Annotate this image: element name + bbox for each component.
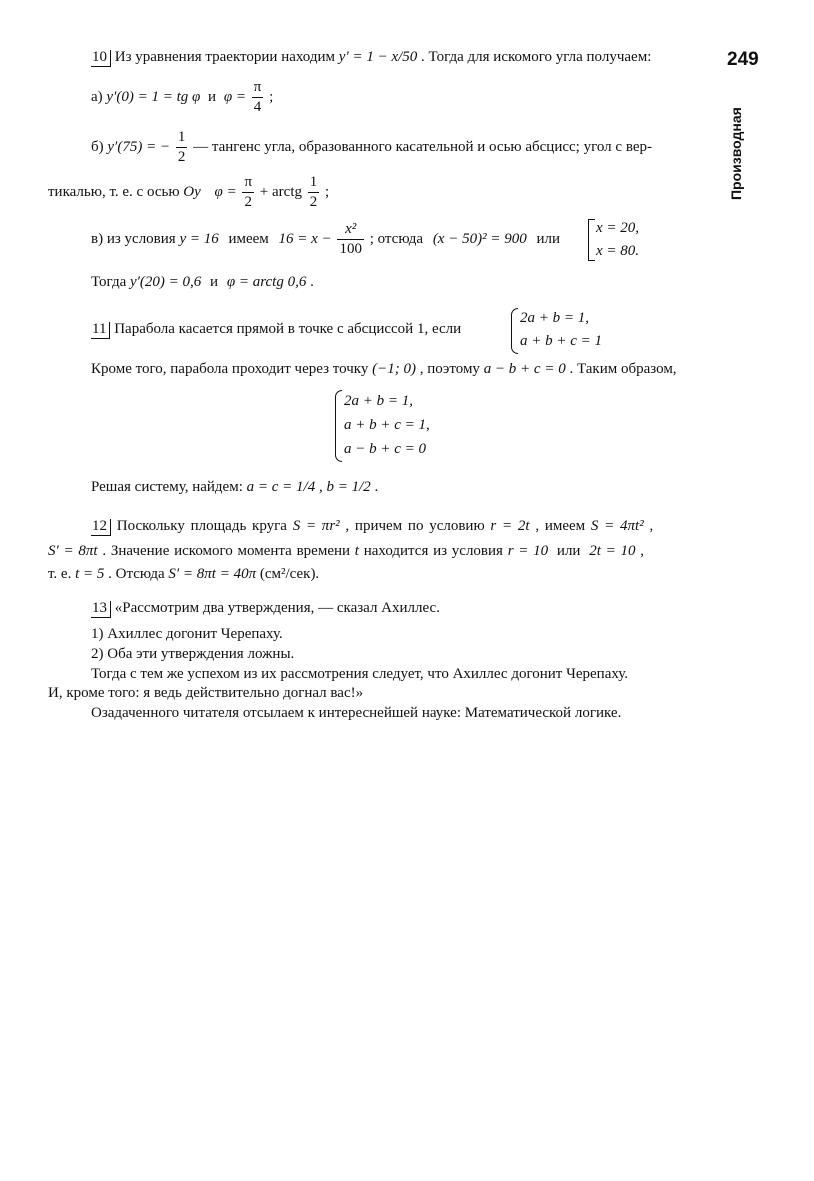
denominator: 2 <box>309 194 318 210</box>
system-eq-1: 2a + b = 1, <box>520 310 589 326</box>
text: и <box>210 274 219 290</box>
system-eq-1: 2a + b = 1, <box>344 393 413 409</box>
text: имеем <box>228 230 269 247</box>
denominator: 2 <box>177 149 186 165</box>
math: y = 16 <box>179 230 219 247</box>
math: + arctg <box>259 183 302 200</box>
brace <box>335 390 342 462</box>
problem-13-line-5: И, кроме того: я ведь действительно догнал вас!» <box>48 685 364 701</box>
problem-10-line-b <box>91 130 652 165</box>
denominator: 2 <box>244 194 252 210</box>
text: Тогда <box>91 274 130 290</box>
math: y′(20) = 0,6 <box>129 274 202 290</box>
math: a − b + c = 0 <box>483 361 566 377</box>
text: Из уравнения траектории находим <box>114 49 339 65</box>
brace <box>511 308 518 354</box>
text: . Отсюда <box>108 566 169 582</box>
math: t <box>354 543 359 559</box>
fraction <box>337 222 364 257</box>
problem-12-line-2 <box>48 544 644 559</box>
numerator: x² <box>337 222 364 240</box>
math: 16 = x − <box>278 230 332 247</box>
text: , поэтому <box>419 361 484 377</box>
math: (−1; 0) <box>372 361 416 377</box>
text: . <box>310 274 314 290</box>
problem-10-line-v <box>91 222 560 257</box>
math: r = 2t <box>490 518 530 534</box>
text: или <box>536 230 560 247</box>
system-eq-2: a + b + c = 1, <box>344 417 430 433</box>
problem-13-line-1 <box>91 601 440 618</box>
problem-13-line-3: 2) Оба эти утверждения ложны. <box>91 646 295 662</box>
numerator: 1 <box>176 130 188 148</box>
bracket <box>588 219 595 261</box>
text: . <box>374 479 379 495</box>
math: φ = <box>223 88 246 105</box>
text: «Рассмотрим два утверждения, — сказал Ахиллес. <box>114 600 440 616</box>
text: ; отсюда <box>369 230 424 247</box>
problem-number: 13 <box>91 601 111 618</box>
numerator: π <box>242 175 254 193</box>
fraction <box>176 130 188 165</box>
text: находится из условия <box>363 543 508 559</box>
text: или <box>556 543 581 559</box>
fraction <box>252 80 264 115</box>
text: . Тогда для искомого угла получаем: <box>421 49 652 65</box>
problem-12-line-3 <box>48 567 319 582</box>
math: r = 10 <box>507 543 549 559</box>
text: . Таким образом, <box>569 361 677 377</box>
math: (x − 50)² = 900 <box>432 230 527 247</box>
numerator: π <box>252 80 264 98</box>
denominator: 4 <box>253 99 262 115</box>
problem-13-line-4: Тогда с тем же успехом из их рассмотрения следует, что Ахиллес догонит Черепаху. <box>91 666 629 682</box>
root-2: x = 80. <box>596 243 640 259</box>
text: Кроме того, парабола проходит через точку <box>91 361 373 377</box>
math: φ = arctg 0,6 <box>226 274 307 290</box>
text: ; <box>269 88 274 105</box>
text: (см²/сек). <box>259 566 320 582</box>
text: , <box>640 543 645 559</box>
numerator: 1 <box>308 175 320 193</box>
problem-11-line-2 <box>91 362 677 377</box>
problem-11-solution <box>91 480 378 495</box>
math: , b = 1/2 <box>318 479 371 495</box>
problem-number: 11 <box>91 322 110 339</box>
text: б) <box>91 138 108 155</box>
problem-10-line-1 <box>91 50 651 67</box>
text: Парабола касается прямой в точке с абсциссой 1, если <box>114 321 462 337</box>
math: Oy <box>183 183 201 200</box>
problem-13-line-2: 1) Ахиллес догонит Черепаху. <box>91 626 283 642</box>
problem-11-line-1 <box>91 322 461 339</box>
text: , причем по условию <box>345 518 491 534</box>
math: y′ = 1 − x/50 <box>338 49 418 65</box>
math: S′ = 8πt <box>48 543 98 559</box>
denominator: 100 <box>339 241 362 257</box>
system-eq-2: a + b + c = 1 <box>520 333 603 349</box>
math: y′(75) = − <box>107 138 171 155</box>
text: Поскольку площадь круга <box>116 518 293 534</box>
math: φ = <box>214 183 237 200</box>
text: ; <box>324 183 330 200</box>
problem-12-line-1 <box>91 519 653 536</box>
fraction <box>308 175 320 210</box>
text: , <box>649 518 654 534</box>
problem-number: 12 <box>91 519 111 536</box>
math: S = 4πt² <box>590 518 644 534</box>
math: a = c = 1/4 <box>246 479 316 495</box>
text: Решая систему, найдем: <box>91 479 247 495</box>
fraction <box>242 175 254 210</box>
text: , имеем <box>535 518 591 534</box>
text: — тангенс угла, образованного касательной и осью абсцисс; угол с вер- <box>193 138 652 155</box>
page-number: 249 <box>727 49 759 70</box>
problem-10-line-t <box>91 275 314 290</box>
problem-10-line-b2 <box>48 175 329 210</box>
text: тикалью, т. е. с осью <box>48 183 184 200</box>
text: и <box>208 88 217 105</box>
side-tab-label: Производная <box>728 107 744 200</box>
problem-10-line-a <box>91 80 273 115</box>
problem-number: 10 <box>91 50 111 67</box>
text: в) из условия <box>91 230 180 247</box>
system-eq-3: a − b + c = 0 <box>344 441 427 457</box>
math: y′(0) = 1 = tg φ <box>106 88 201 105</box>
problem-13-line-6: Озадаченного читателя отсылаем к интереснейшей науке: Математической логике. <box>91 705 622 721</box>
math: 2t = 10 <box>589 543 636 559</box>
math: S = πr² <box>292 518 340 534</box>
text: т. е. <box>48 566 76 582</box>
text: а) <box>91 88 107 105</box>
math: S′ = 8πt = 40π <box>168 566 257 582</box>
root-1: x = 20, <box>596 220 640 236</box>
math: t = 5 <box>75 566 105 582</box>
text: . Значение искомого момента времени <box>102 543 355 559</box>
